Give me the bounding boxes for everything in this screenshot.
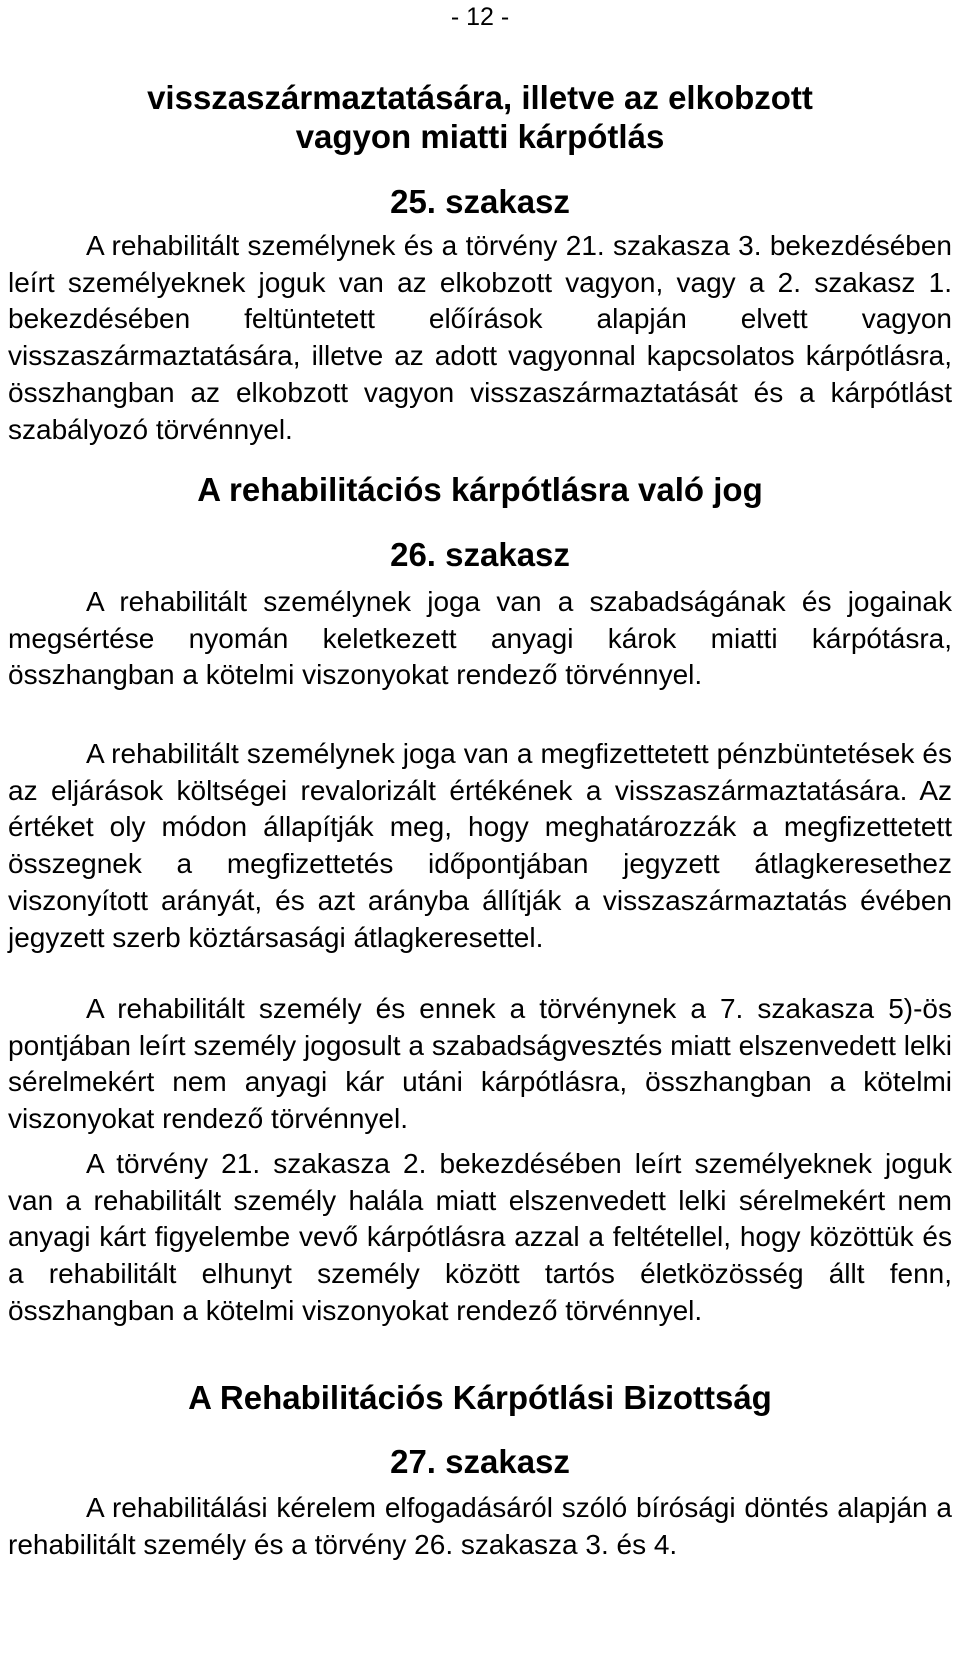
heading-continuation-line-1: visszaszármaztatására, illetve az elkobzott	[147, 79, 813, 116]
page-number: - 12 -	[450, 3, 510, 31]
heading-committee: A Rehabilitációs Kárpótlási Bizottság	[188, 1379, 772, 1416]
section-26-paragraph-1: A rehabilitált személynek joga van a szabadságának és jogainak megsértése nyomán keletkezett anyagi károk miatti kárpótásra, összhangban a kötelmi viszonyokat rendező törvénnyel.	[8, 586, 952, 691]
section-26-paragraph-2: A rehabilitált személynek joga van a megfizettetett pénzbüntetések és az eljárások költségei revalorizált értékének a visszaszármaztatására. Az értéket oly módon állapítják meg, hogy meghatározzák a megfizettetett összegnek a megfizettetés időpontjában jegyzett átlagkeresethez viszonyított arányát, és azt arányba állítják a visszaszármaztatás évében jegyzett szerb köztársasági átlagkeresettel.	[8, 738, 952, 953]
section-26-title: 26. szakasz	[390, 536, 570, 573]
section-27-paragraph: A rehabilitálási kérelem elfogadásáról szóló bírósági döntés alapján a rehabilitált személy és a törvény 26. szakasza 3. és 4.	[8, 1492, 952, 1560]
heading-rehab-right: A rehabilitációs kárpótlásra való jog	[197, 471, 763, 508]
section-25-title: 25. szakasz	[390, 183, 570, 220]
section-26-paragraph-3: A rehabilitált személy és ennek a törvénynek a 7. szakasza 5)-ös pontjában leírt személy jogosult a szabadságvesztés miatt elszenvedett lelki sérelmekért nem anyagi kár utáni kárpótlásra, összhangban a kötelmi viszonyokat rendező törvénnyel.	[8, 993, 952, 1135]
section-25-paragraph: A rehabilitált személynek és a törvény 21. szakasza 3. bekezdésében leírt személyeknek joguk van az elkobzott vagyon, vagy a 2. szakasz 1. bekezdésében feltüntetett előírások alapján elvett vagyon visszaszármaztatására, illetve az adott vagyonnal kapcsolatos kárpótlásra, összhangban az elkobzott vagyon visszaszármaztatását és a kárpótlást szabályozó törvénnyel.	[8, 230, 952, 445]
heading-continuation-line-2: vagyon miatti kárpótlás	[295, 118, 665, 155]
section-26-paragraph-4: A törvény 21. szakasza 2. bekezdésében leírt személyeknek joguk van a rehabilitált személy halála miatt elszenvedett lelki sérelmekért nem anyagi kárt figyelembe vevő kárpótlásra azzal a feltétellel, hogy közöttük és a rehabilitált elhunyt személy között tartós életközösség állt fenn, összhangban a kötelmi viszonyokat rendező törvénnyel.	[8, 1148, 952, 1326]
section-27-title: 27. szakasz	[390, 1443, 570, 1480]
